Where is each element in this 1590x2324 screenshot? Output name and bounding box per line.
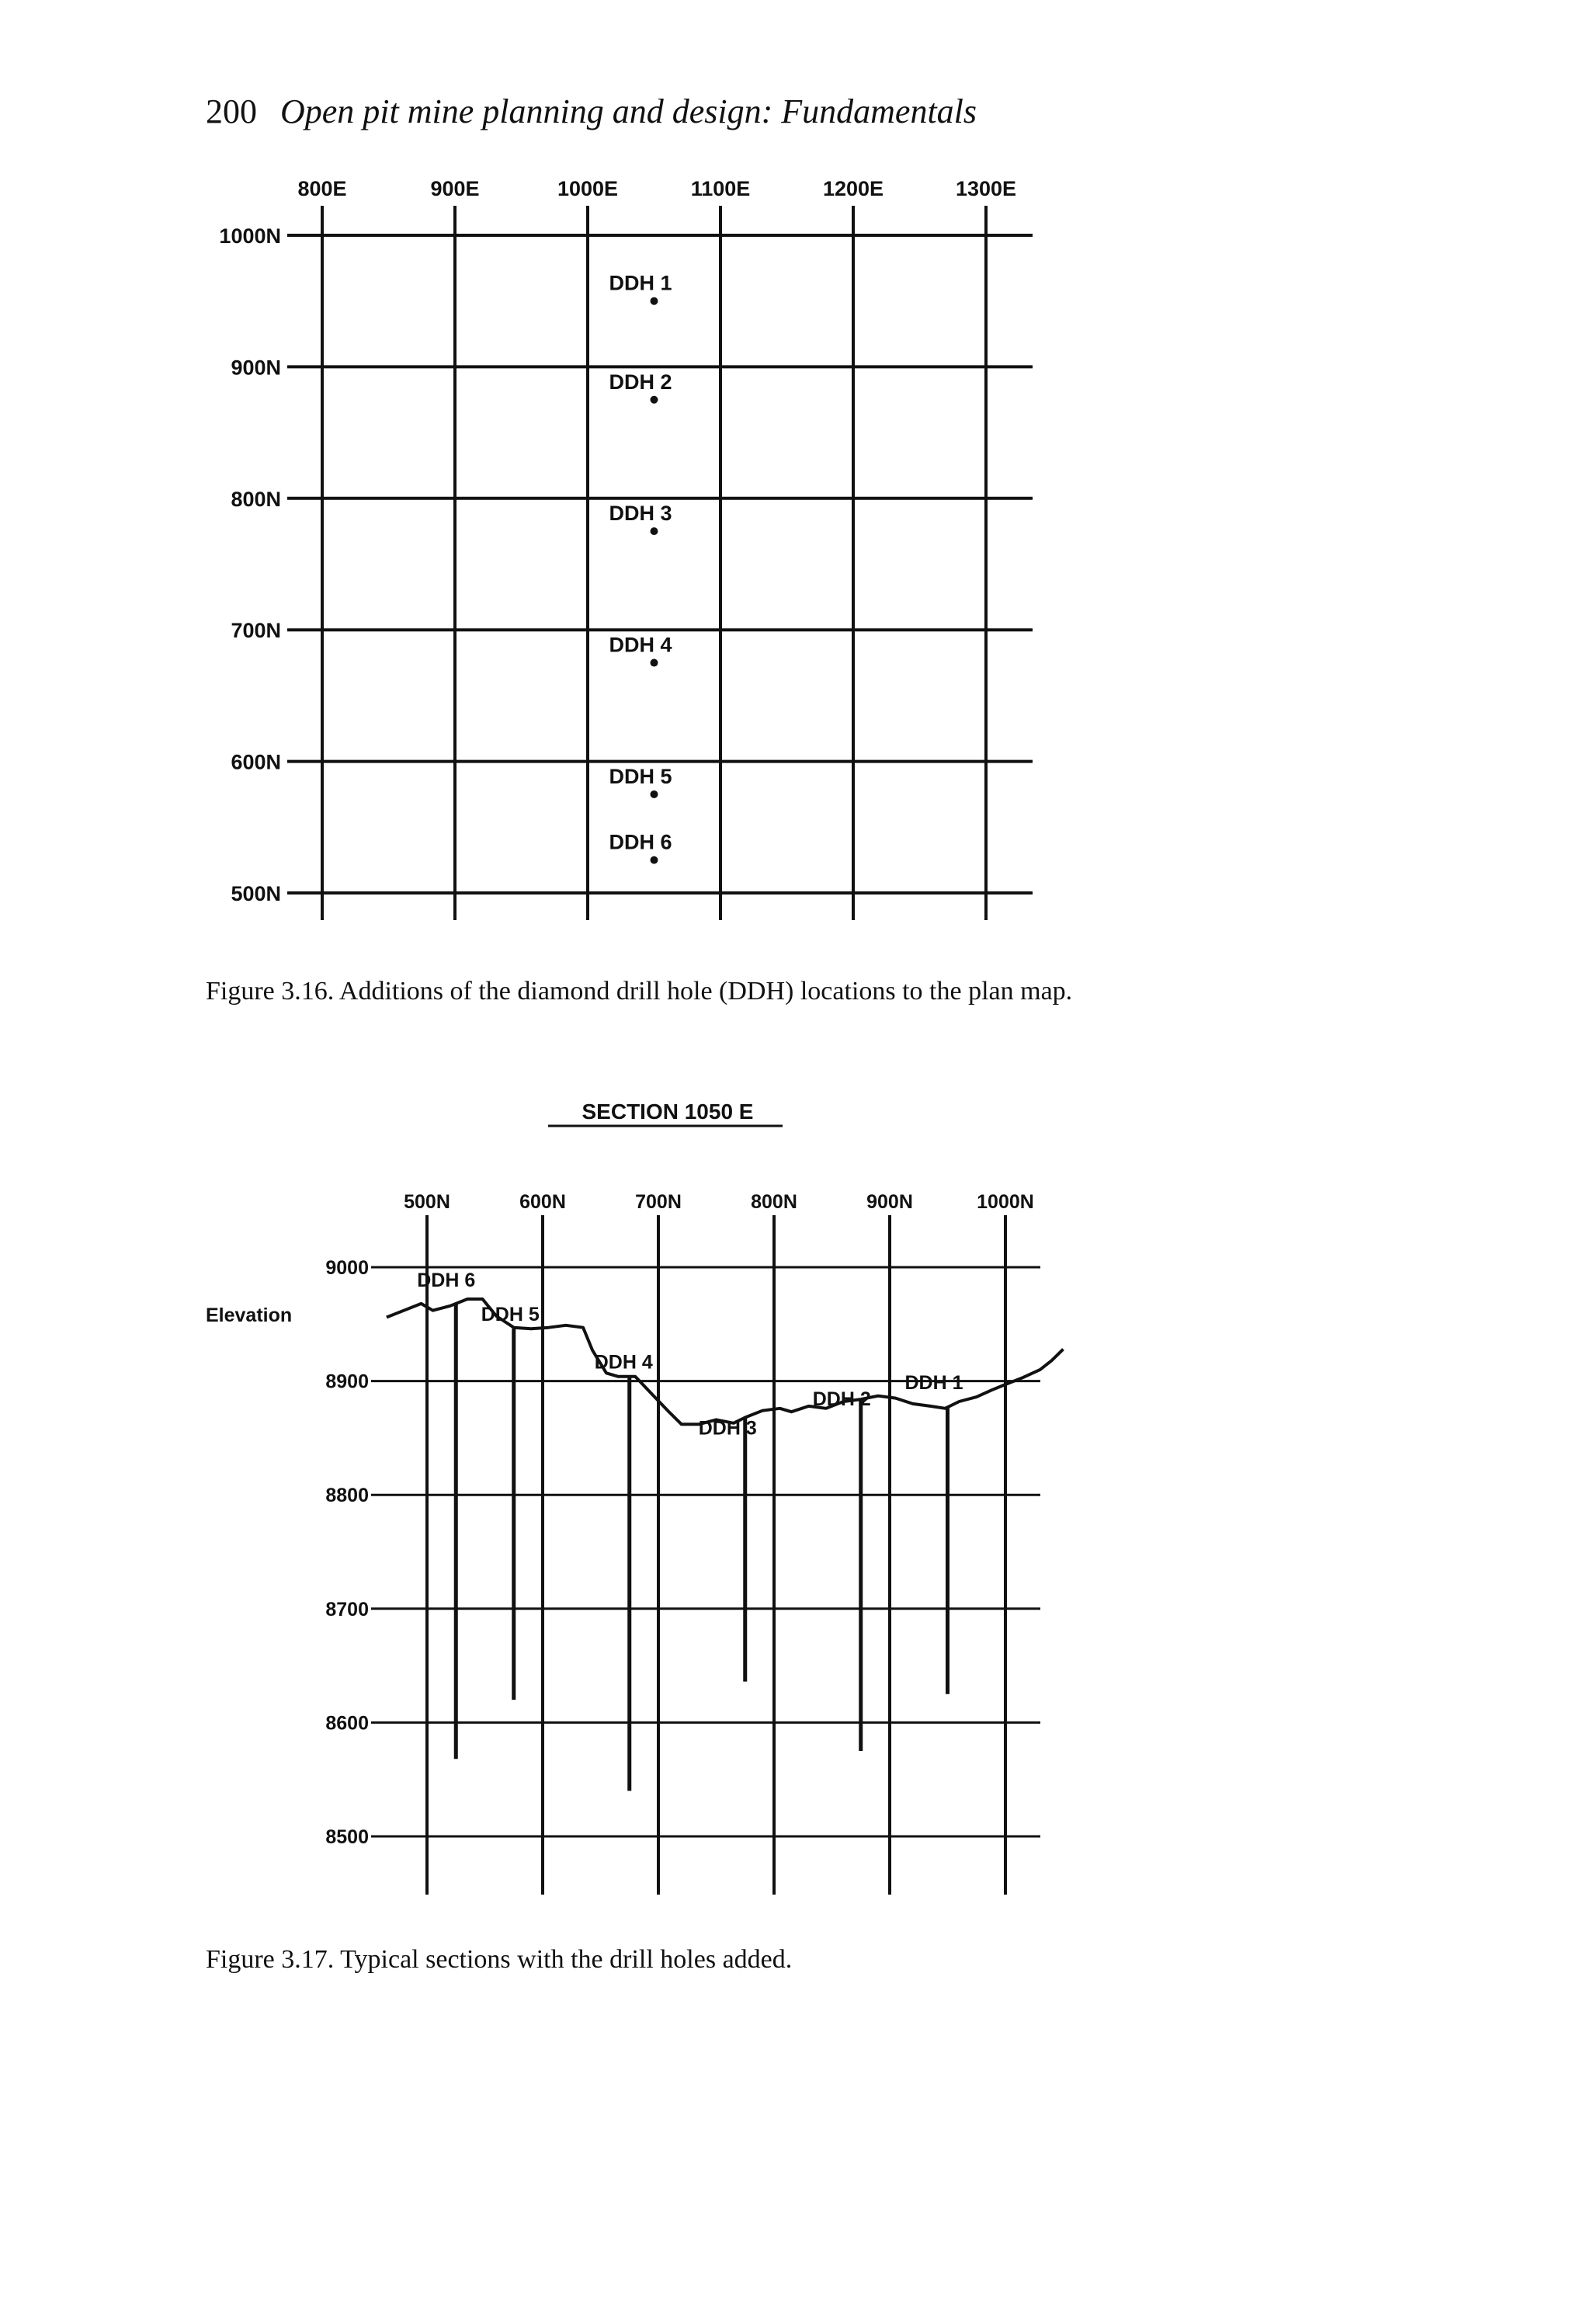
figure-3-16-caption: Figure 3.16. Additions of the diamond drill hole (DDH) locations to the plan map. (206, 977, 1073, 1006)
section-y-tick-label: 8700 (325, 1598, 369, 1621)
section-y-tick-label: 8800 (325, 1485, 369, 1507)
section-y-tick-label: 8600 (325, 1712, 369, 1735)
running-title: Open pit mine planning and design: Fundamentals (280, 92, 977, 130)
plan-y-tick-label: 600N (231, 750, 281, 774)
plan-drill-hole-label: DDH 1 (609, 271, 672, 295)
plan-drill-hole-label: DDH 2 (609, 370, 672, 394)
figure-3-17-caption: Figure 3.17. Typical sections with the drill holes added. (206, 1945, 793, 1974)
section-x-tick-label: 500N (404, 1191, 450, 1213)
section-x-tick-label: 700N (635, 1191, 682, 1213)
section-drill-hole-label: DDH 2 (812, 1388, 871, 1411)
section-x-tick-label: 1000N (977, 1191, 1034, 1213)
plan-y-tick-label: 900N (231, 356, 281, 380)
plan-y-tick-label: 1000N (219, 224, 281, 248)
plan-x-tick-label: 800E (297, 177, 347, 200)
section-drill-hole-label: DDH 6 (417, 1269, 476, 1291)
plan-drill-hole-label: DDH 3 (609, 502, 672, 526)
plan-x-tick-label: 900E (430, 177, 480, 200)
plan-drill-hole-label: DDH 5 (609, 764, 672, 788)
section-drill-hole-label: DDH 1 (904, 1371, 963, 1394)
section-title: SECTION 1050 E (581, 1099, 754, 1124)
section-x-tick-label: 900N (866, 1191, 913, 1213)
section-drill-hole-label: DDH 3 (698, 1417, 757, 1440)
section-y-tick-label: 9000 (325, 1257, 369, 1279)
page-number: 200 (206, 92, 257, 130)
plan-y-tick-label: 800N (231, 487, 281, 511)
plan-drill-hole-label: DDH 6 (609, 830, 672, 854)
section-y-tick-label: 8500 (325, 1826, 369, 1848)
section-drill-hole-label: DDH 4 (594, 1351, 653, 1374)
section-y-axis-label: Elevation (206, 1304, 293, 1326)
plan-y-tick-label: 700N (231, 619, 281, 643)
plan-x-tick-label: 1300E (955, 177, 1017, 200)
plan-x-tick-label: 1100E (690, 177, 751, 200)
plan-drill-hole-label: DDH 4 (609, 633, 672, 657)
section-y-tick-label: 8900 (325, 1370, 369, 1393)
section-drill-hole-label: DDH 5 (481, 1304, 540, 1326)
section-x-tick-label: 600N (519, 1191, 566, 1213)
plan-y-tick-label: 500N (231, 882, 281, 905)
plan-x-tick-label: 1000E (557, 177, 619, 200)
plan-x-tick-label: 1200E (822, 177, 884, 200)
section-x-tick-label: 800N (751, 1191, 797, 1213)
